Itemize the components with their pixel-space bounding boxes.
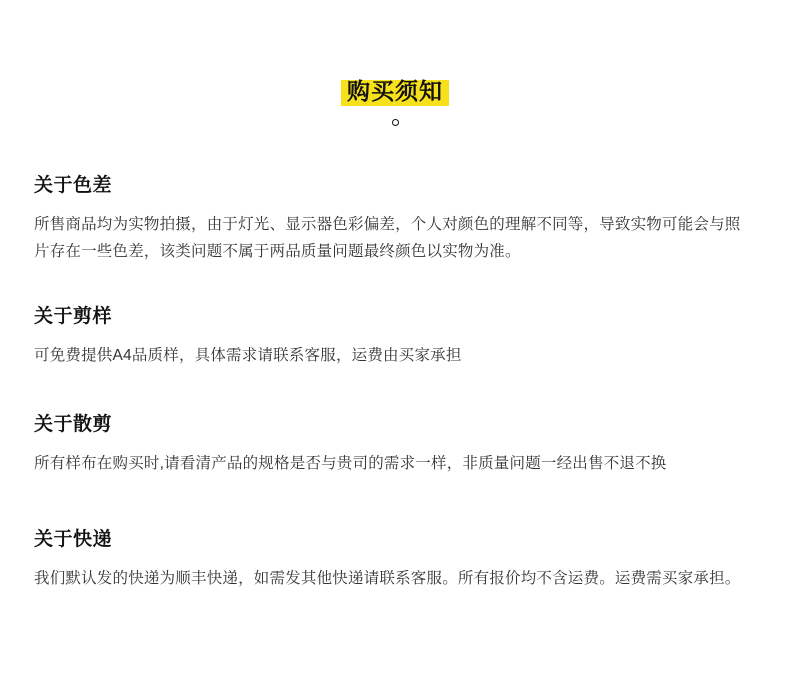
page-header <box>0 0 790 128</box>
section-body: 可免费提供A4品质样，具体需求请联系客服，运费由买家承担 <box>34 347 462 365</box>
section-body: 所售商品均为实物拍摄，由于灯光、显示器色彩偏差，个人对颜色的理解不同等，导致实物可能会与照片存在一些色差，该类问题不属于两品质量问题最终颜色以实物为准。 <box>34 216 741 261</box>
section-body: 我们默认发的快递为顺丰快递，如需发其他快递请联系客服。所有报价均不含运费。运费需买家承担。 <box>34 569 741 587</box>
notice-sections <box>0 170 790 592</box>
section-color-difference <box>34 170 756 265</box>
section-heading: 关于剪样 <box>34 306 113 328</box>
circle-dot-icon <box>392 119 399 126</box>
page-title: 购买须知 <box>341 78 449 106</box>
section-heading: 关于快递 <box>34 528 113 550</box>
section-loose-cutting <box>34 409 756 477</box>
section-sample-cutting <box>34 301 756 369</box>
title-ornament <box>0 115 790 128</box>
section-heading: 关于散剪 <box>34 414 113 436</box>
section-body: 所有样布在购买时,请看清产品的规格是否与贵司的需求一样，非质量问题一经出售不退不换 <box>34 455 667 473</box>
section-shipping <box>34 524 756 592</box>
section-heading: 关于色差 <box>34 175 113 196</box>
